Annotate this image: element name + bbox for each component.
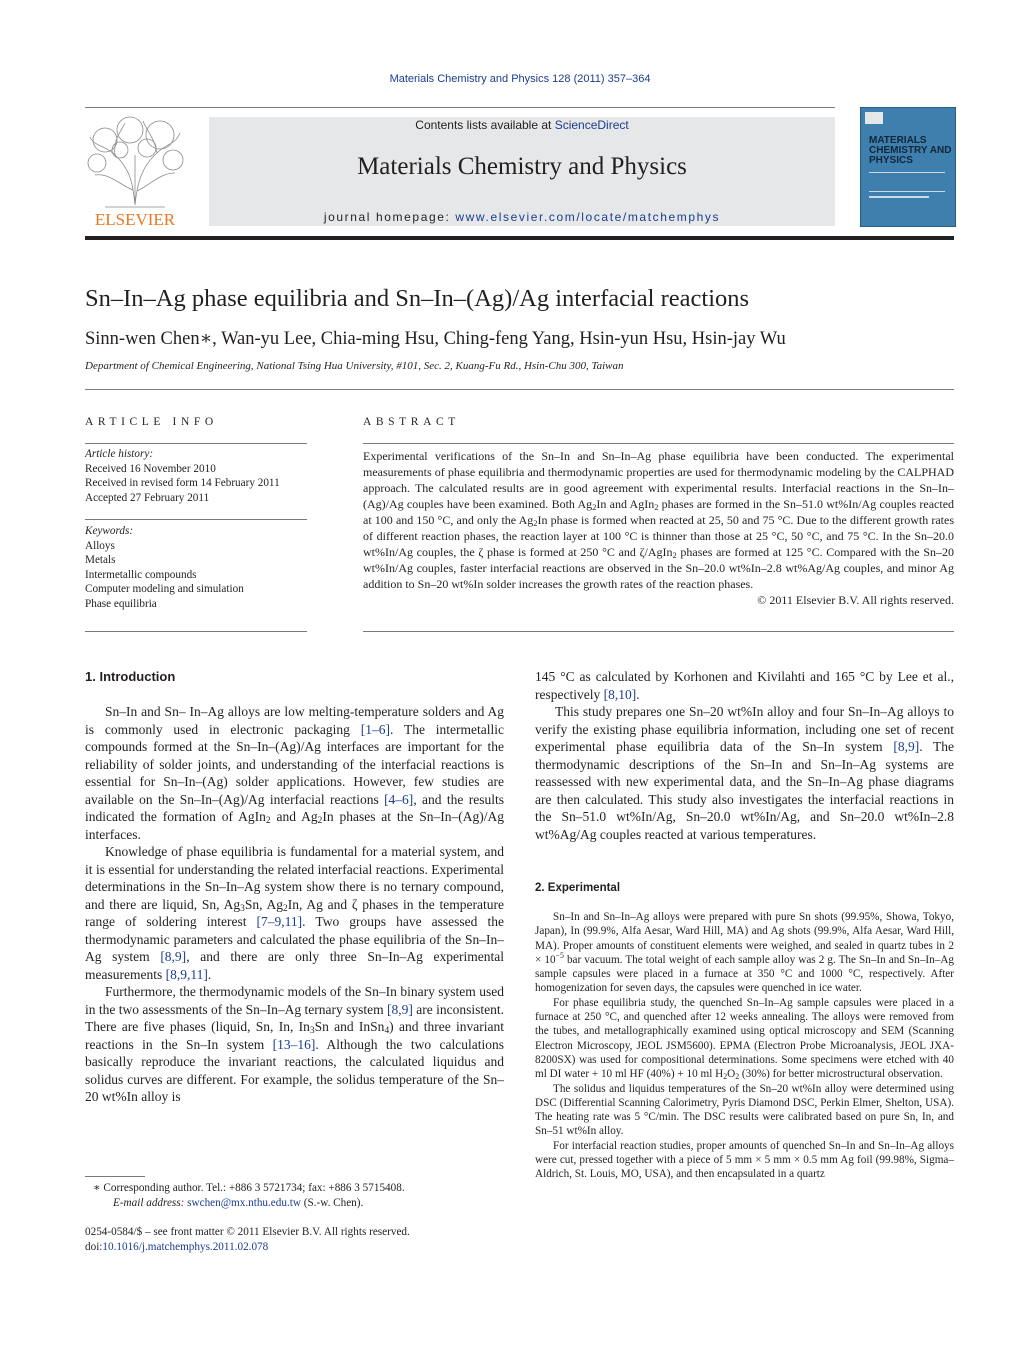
keywords-rule — [85, 519, 307, 520]
journal-cover-image[interactable] — [860, 107, 956, 227]
article-history — [85, 447, 307, 505]
article-info-bottom-rule — [85, 631, 307, 632]
contents-prefix: Contents lists available at — [415, 118, 555, 132]
footnote-rule — [85, 1176, 145, 1177]
introduction-body-continued: 145 °C as calculated by Korhonen and Kivilahti and 165 °C by Lee et al., respectively [8,10]. This study prepares one Sn–20 wt%In alloy and four Sn–In–Ag alloys to verify the existing phase equilibria information, including one set of recent experimental phase equilibria data of the Sn–In system [8,9]. The thermodynamic descriptions of the Sn–In and Sn–In–Ag systems are reassessed with new experimental data, and the Sn–In–Ag phase diagrams are then calculated. This study also investigates the interfacial reactions in the Sn–51.0 wt%In/Ag, Sn–20.0 wt%In/Ag, and Sn–20.0 wt%In–2.8 wt%Ag/Ag couples reacted at various temperatures. — [535, 669, 954, 842]
keyword: Intermetallic compounds — [85, 568, 197, 581]
cover-title-line: MATERIALS — [869, 135, 927, 146]
email-line — [93, 1196, 504, 1211]
elsevier-wordmark: ELSEVIER — [94, 210, 176, 227]
issn-line: 0254-0584/$ – see front matter © 2011 Elsevier B.V. All rights reserved. — [85, 1226, 410, 1238]
masthead-top-rule — [85, 107, 835, 108]
cover-contents-lines — [869, 172, 945, 192]
email-link[interactable]: swchen@mx.nthu.edu.tw — [187, 1196, 301, 1209]
affiliation: Department of Chemical Engineering, National Tsing Hua University, #101, Sec. 2, Kuang-Fu Rd., Hsin-Chu 300, Taiwan — [85, 360, 624, 372]
abstract-text: Experimental verifications of the Sn–In and Sn–In–Ag phase equilibria have been conducted. The experimental measurements of phase equilibria and thermodynamic properties are used for thermodynamic modeling by the CALPHAD approach. The calculated results are in good agreement with experimental results. Interfacial reactions in the Sn–In–(Ag)/Ag couples have been examined. Both $Ag_2In$ and AgIn$_2$ phases are formed in the Sn–51.0 wt%In/Ag couples reacted at 100 and 150 °C, and only the $Ag_2In$ phase is formed when reacted at 25, 50 and 75 °C. Due to the different growth rates of different reaction phases, the reaction layer at 100 °C is thinner than those at 25 °C, 50 °C, and 75 °C. In the Sn–20.0 wt%In/Ag couples, the ζ phase is formed at 250 °C and ζ/AgIn$_2$ phases are formed at 125 °C. Compared with the Sn–20 wt%In/Ag couples, faster interfacial reactions are observed in the Sn–20.0 wt%In–2.8 wt%Ag/Ag couples, and minor Ag addition to Sn–20 wt%In solder increases the growth rates of the reaction phases. © 2011 Elsevier B.V. All rights reserved. — [363, 449, 955, 607]
experimental-body: Sn–In and Sn–In–Ag alloys were prepared with pure Sn shots (99.95%, Showa, Tokyo, Japan), In (99.9%, Alfa Aesar, Ward Hill, MA) and Ag shots (99.9%, Alfa Aesar, Ward Hill, MA). Proper amounts of constituent elements were weighed, and sealed in quartz tubes in $2 \times 10^{-5}$ bar vacuum. The total weight of each sample alloy was 2 g. The Sn–In and Sn–In–Ag sample capsules were placed in a furnace at 350 °C and 1000 °C, respectively. After homogenization for seven days, the capsules were quenched in ice water. For phase equilibria study, the quenched Sn–In–Ag sample capsules were placed in a furnace at 250 °C, and quenched after 12 weeks annealing. The alloys were removed from the tubes, and metallographically examined using optical microscopy and SEM (Scanning Electron Microscopy, JEOL JSM5600). EPMA (Electron Probe Microanalysis, JEOL JXA-8200SX) was used for compositional determinations. Some specimens were etched with 40 ml DI water + 10 ml HF (40%) + 10 ml $H_2O_2$ (30%) for better microstructural observation. The solidus and liquidus temperatures of the Sn–20 wt%In alloy were determined using DSC (Differential Scanning Calorimetry, Pyris Diamond DSC, Perkin Elmer, Shelton, USA). The heating rate was 5 °C/min. The DSC results were calibrated based on pure Sn, In, and Sn–51 wt%In alloy. For interfacial reaction studies, proper amounts of quenched Sn–In and Sn–In–Ag alloys were cut, pressed together with a piece of 5 mm × 5 mm × 0.5 mm Ag foil (99.98%, Sigma–Aldrich, St. Louis, MO, USA), and then encapsulated in a quartz — [535, 911, 954, 1181]
keyword: Phase equilibria — [85, 597, 157, 610]
homepage-link[interactable]: www.elsevier.com/locate/matchemphys — [455, 210, 721, 224]
keyword: Computer modeling and simulation — [85, 583, 244, 595]
keyword: Metals — [85, 554, 116, 566]
email-suffix: (S.-w. Chen). — [300, 1196, 364, 1209]
footnote-block — [85, 1181, 504, 1210]
journal-citation[interactable]: Materials Chemistry and Physics 128 (2011) 357–364 — [389, 73, 651, 85]
contents-line — [209, 118, 835, 132]
author-list: Sinn-wen Chen∗, Wan-yu Lee, Chia-ming Hsu, Ching-feng Yang, Hsin-yun Hsu, Hsin-jay Wu — [85, 329, 786, 349]
corresponding-author: ∗ Corresponding author. Tel.: +886 3 5721734; fax: +886 3 5715408. — [93, 1182, 405, 1194]
keywords-block — [85, 524, 307, 611]
abstract-bottom-rule — [363, 631, 954, 632]
keywords-label: Keywords: — [85, 525, 134, 537]
homepage-label: journal homepage: — [323, 210, 456, 224]
article-info-rule — [85, 443, 307, 444]
abstract-rule — [363, 443, 954, 444]
history-revised: Received in revised form 14 February 2011 — [85, 477, 280, 489]
article-title: Sn–In–Ag phase equilibria and Sn–In–(Ag)/Ag interfacial reactions — [85, 285, 750, 312]
abstract-copyright: © 2011 Elsevier B.V. All rights reserved. — [757, 593, 954, 607]
sciencedirect-link[interactable]: ScienceDirect — [554, 118, 629, 132]
cover-title — [869, 136, 953, 166]
section-heading-introduction: 1. Introduction — [85, 669, 176, 684]
cover-logo — [865, 112, 883, 124]
elsevier-logo — [85, 115, 185, 227]
introduction-body: Sn–In and Sn– In–Ag alloys are low melting-temperature solders and Ag is commonly used in electronic packaging [1–6]. The intermetallic compounds formed at the Sn–In–(Ag)/Ag interfaces are important for the reliability of solder joints, and understanding of the interfacial reactions is essential for Sn–In–(Ag) solder applications. However, few studies are available on the Sn–In–(Ag)/Ag interfacial reactions [4–6], and the results indicated the formation of AgIn$_2$ and $Ag_2In$ phases at the Sn–In–(Ag)/Ag interfaces. Knowledge of phase equilibria is fundamental for a material system, and it is essential for understanding the related interfacial reactions. Experimental determinations in the Sn–In–Ag system show there is no ternary compound, and there are liquid, Sn, $Ag_3Sn$, $Ag_2In$, Ag and ζ phases in the temperature range of soldering interest [7–9,11]. Two groups have assessed the thermodynamic parameters and calculated the phase equilibria of the Sn–In–Ag system [8,9], and there are only three Sn–In–Ag experimental measurements [8,9,11]. Furthermore, the thermodynamic models of the Sn–In binary system used in the two assessments of the Sn–In–Ag ternary system [8,9] are inconsistent. There are five phases (liquid, Sn, In, $In_3Sn$ and InSn$_4$) and three invariant reactions in the Sn–In system [13–16]. Although the two calculations basically reproduce the invariant reactions, the calculated liquidus and solidus curves are different. For example, the solidus temperature of the Sn–20 wt%In alloy is — [85, 704, 505, 1104]
abstract-heading: ABSTRACT — [363, 416, 460, 428]
cover-title-line: CHEMISTRY AND — [869, 145, 952, 156]
front-matter — [85, 1225, 504, 1254]
title-rule — [85, 389, 954, 390]
keyword: Alloys — [85, 539, 115, 552]
cover-title-line: PHYSICS — [869, 155, 913, 166]
section-heading-experimental: 2. Experimental — [535, 882, 621, 894]
journal-homepage — [209, 210, 835, 224]
doi-line — [85, 1240, 504, 1255]
history-accepted: Accepted 27 February 2011 — [85, 491, 210, 504]
doi-link[interactable]: 10.1016/j.matchemphys.2011.02.078 — [102, 1240, 269, 1253]
article-info-heading: ARTICLE INFO — [85, 416, 218, 428]
history-received: Received 16 November 2010 — [85, 462, 216, 475]
masthead-bottom-rule — [85, 236, 954, 240]
doi-label: doi: — [85, 1240, 103, 1253]
history-label: Article history: — [85, 448, 154, 460]
journal-name: Materials Chemistry and Physics — [357, 153, 687, 180]
cover-decor — [869, 196, 929, 198]
email-label: E-mail address: — [113, 1196, 188, 1209]
